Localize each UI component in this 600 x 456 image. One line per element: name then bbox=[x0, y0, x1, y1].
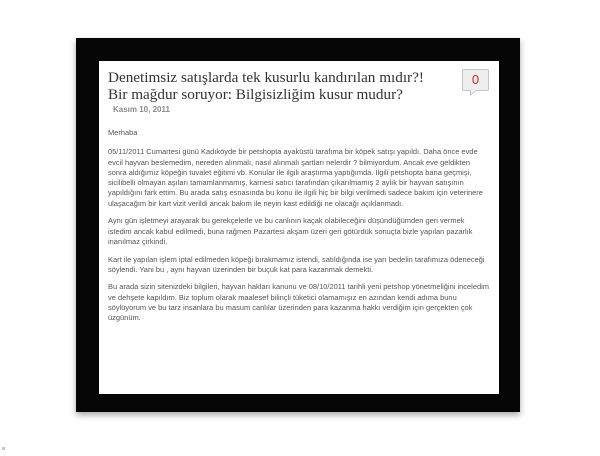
decorative-dot bbox=[2, 447, 5, 450]
post-body bbox=[108, 128, 490, 324]
comment-count: 0 bbox=[471, 72, 480, 87]
post-greeting: Merhaba bbox=[108, 128, 138, 137]
post-paragraph: 05/11/2011 Cumartesi günü Kadıköyde bir petshopta ayaküstü tarafıma bir köpek satışı yapıldı. Daha önce evde evcil hayvan beslemedim, nereden alınmalı, nasıl alınmalı şartları nelerdir ? bilmiyordum. Ancak eve geldikten sonra aldığımız köpeğin tuvalet eğitimi vb. Konular ile ilgili araştırma yaptığımda. İlgili petshopta bana geçmişi, sicilibelli olmayan aşıları tamamlanmamış, karnesi satıcı tarafından çıkarılmamış 2 aylık bir hayvan satışının yapıldığını fark ettim. Bu arada satış esnasında bu konu ile ilgili hiç bir bilgi verilmedi sadece bakım için veterinere ulaşacağım bir kart vizit verildi ancak bakım ile neyin kast edildiği ne olacağı açıklanmadı. bbox=[108, 147, 483, 208]
post-title[interactable]: Denetimsiz satışlarda tek kusurlu kandırılan mıdır?! Bir mağdur soruyor: Bilgisizliğim kusur mudur? bbox=[108, 69, 424, 103]
post-paragraph: Kart ile yapılan işlem iptal edilmeden köpeği bırakmamız istendi, satıldığında ise yarı bedelin tarafımıza ödeneceği söylendi. Yani bu , aynı hayvan üzerinden bir buçuk kat para kazanmak demekti. bbox=[108, 254, 485, 274]
post-paragraph: Bu arada sizin sitenizdeki bilgileri, hayvan hakları kanunu ve 08/10/2011 tarihli yeni petshop yönetmeliğini inceledim ve dehşete kapıldım. Biz toplum olarak maalesef bilinçli tüketici olamamışız en azından kendi adıma bunu söylüyorum ve bu tarz insanlara bu masum canlılar üzerinden para kazanma hakkı verdiğim için gerçekten çok üzgünüm. bbox=[108, 282, 489, 323]
comment-count-badge[interactable] bbox=[462, 69, 489, 91]
blog-post bbox=[99, 61, 499, 394]
post-paragraph: Aynı gün işletmeyi arayarak bu gerekçelerle ve bu canlının kaçak olabileceğini düşündüğümden geri vermek istedim ancak kabul edilmedi, buna rağmen Pazartesi akşam üzeri geri götürdük sonuçta bizle yapılan pazarlık inanılmaz çirkindi. bbox=[108, 216, 473, 246]
post-date: Kasım 10, 2011 bbox=[113, 105, 170, 114]
